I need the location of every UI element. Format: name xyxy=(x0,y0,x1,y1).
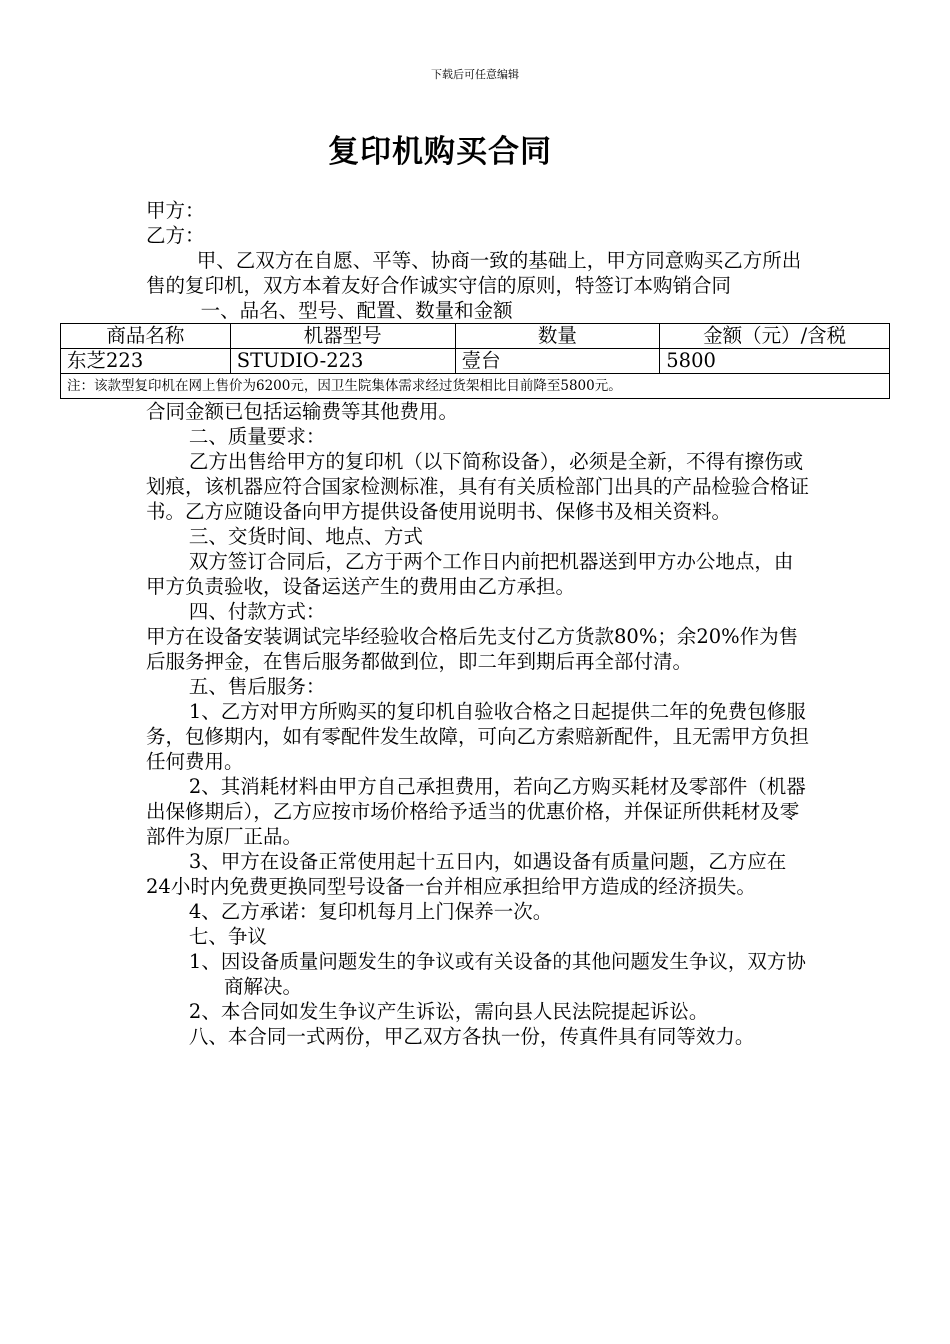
section-5-heading: 五、售后服务： xyxy=(188,675,326,698)
section-5-item: 3、甲方在设备正常使用起十五日内，如遇设备有质量问题，乙方应在24小时内免费更换同型号设备一台并相应承担给甲方造成的经济损失。 xyxy=(146,850,787,898)
section-2-heading: 二、质量要求： xyxy=(188,425,326,448)
section-5-item: 4、乙方承诺：复印机每月上门保养一次。 xyxy=(188,900,553,923)
header-note: 下载后可任意编辑 xyxy=(431,68,519,81)
document-title: 复印机购买合同 xyxy=(328,134,552,170)
contract-body xyxy=(67,198,847,1049)
table-header-cell: 金额（元）/含税 xyxy=(660,324,890,349)
table-header-cell: 机器型号 xyxy=(230,324,455,349)
table-header-cell: 商品名称 xyxy=(61,324,231,349)
intro-paragraph: 甲、乙双方在自愿、平等、协商一致的基础上，甲方同意购买乙方所出售的复印机，双方本着友好合作诚实守信的原则，特签订本购销合同 xyxy=(146,249,802,297)
table-cell: 壹台 xyxy=(455,349,660,374)
section-4-heading: 四、付款方式： xyxy=(188,600,326,623)
section-7-item: 1、因设备质量问题发生的争议或有关设备的其他问题发生争议，双方协商解决。 xyxy=(188,950,806,998)
section-8-text: 八、本合同一式两份，甲乙双方各执一份，传真件具有同等效力。 xyxy=(188,1025,755,1048)
section-7-heading: 七、争议 xyxy=(188,925,267,948)
party-a-line: 甲方： xyxy=(146,199,205,222)
table-row xyxy=(61,349,890,374)
section-5-item: 1、乙方对甲方所购买的复印机自验收合格之日起提供二年的免费包修服务，包修期内，如有零配件发生故障，可向乙方索赔新配件，且无需甲方负担任何费用。 xyxy=(146,700,810,773)
product-table-wrapper xyxy=(60,323,890,399)
section-5-item: 2、其消耗材料由甲方自己承担费用，若向乙方购买耗材及零部件（机器出保修期后），乙方应按市场价格给予适当的优惠价格，并保证所供耗材及零部件为原厂正品。 xyxy=(146,775,806,848)
table-note: 注：该款型复印机在网上售价为6200元，因卫生院集体需求经过货架相比目前降至5800元。 xyxy=(61,374,890,399)
product-table xyxy=(60,323,890,399)
table-cell: 东芝223 xyxy=(61,349,231,374)
table-header-row xyxy=(61,324,890,349)
section-4-text: 甲方在设备安装调试完毕经验收合格后先支付乙方货款80%；余20%作为售后服务押金，在售后服务都做到位，即二年到期后再全部付清。 xyxy=(146,625,799,673)
section-2-text: 乙方出售给甲方的复印机（以下简称设备），必须是全新，不得有擦伤或划痕，该机器应符合国家检测标准，具有有关质检部门出具的产品检验合格证书。乙方应随设备向甲方提供设备使用说明书、保修书及相关资料。 xyxy=(146,450,810,523)
party-b-line: 乙方： xyxy=(146,224,205,247)
table-cell: 5800 xyxy=(660,349,890,374)
section-3-text: 双方签订合同后，乙方于两个工作日内前把机器送到甲方办公地点，由甲方负责验收，设备运送产生的费用由乙方承担。 xyxy=(146,550,794,598)
section-1-heading: 一、品名、型号、配置、数量和金额 xyxy=(200,299,513,322)
section-3-heading: 三、交货时间、地点、方式 xyxy=(188,525,423,548)
table-note-row xyxy=(61,374,890,399)
table-cell: STUDIO-223 xyxy=(230,349,455,374)
section-7-item: 2、本合同如发生争议产生诉讼，需向县人民法院提起诉讼。 xyxy=(188,1000,709,1023)
section-1-after: 合同金额已包括运输费等其他费用。 xyxy=(146,400,459,423)
table-header-cell: 数量 xyxy=(455,324,660,349)
